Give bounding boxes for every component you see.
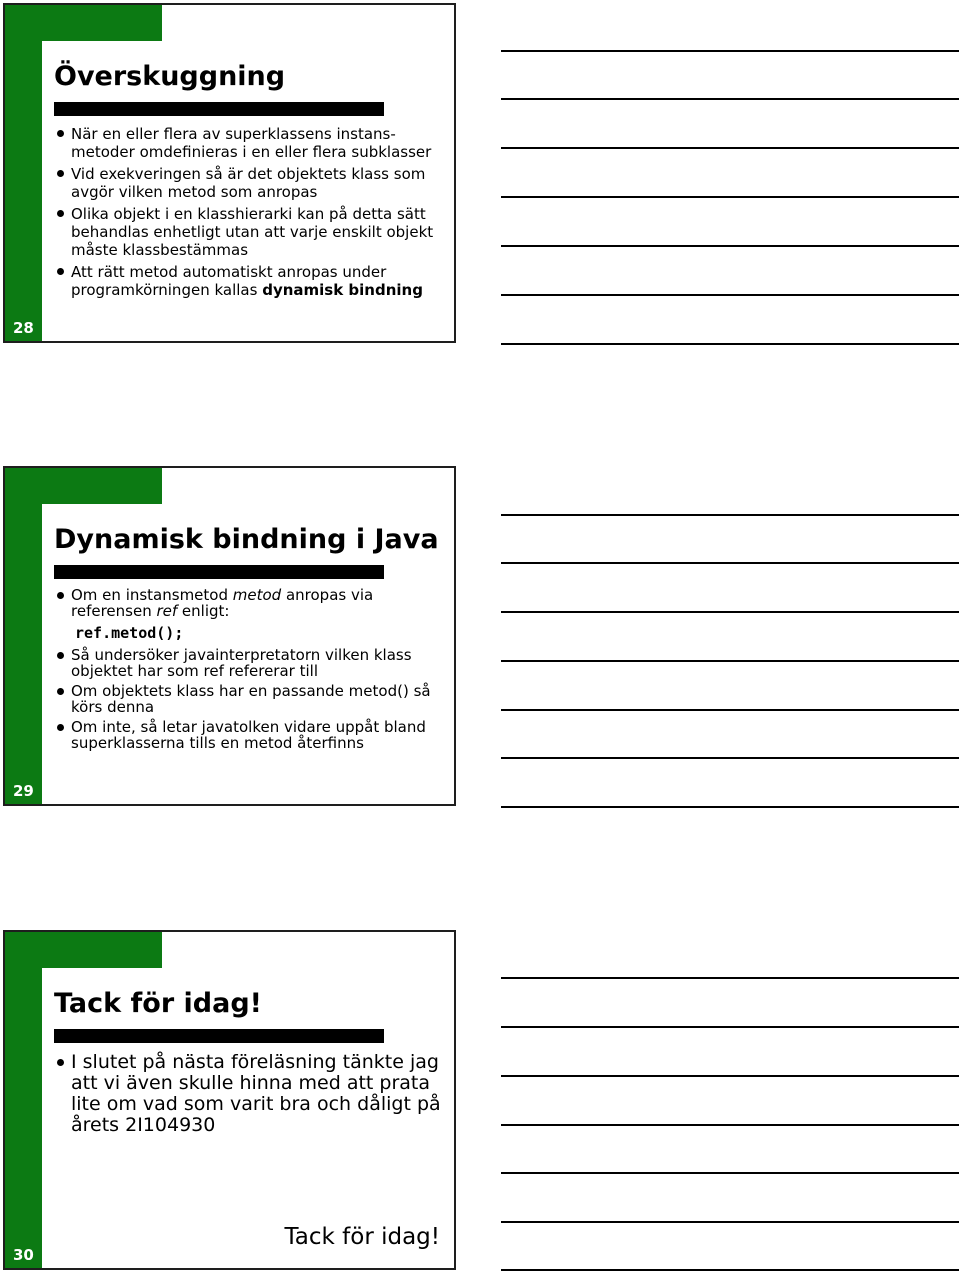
note-line (501, 514, 959, 516)
note-line (501, 611, 959, 613)
note-line (501, 1026, 959, 1028)
list-item: När en eller flera av superklassens instans- metoder omdefinieras i en eller flera subklasser (71, 125, 451, 161)
slide-28 (3, 3, 456, 343)
list-item: Om en instansmetod metod anropas via referensen ref enligt: (71, 587, 451, 619)
slide-number: 28 (13, 319, 34, 337)
list-item: Så undersöker javainterpretatorn vilken klass objektet har som ref refererar till (71, 647, 451, 679)
bullet-list (5, 468, 454, 804)
list-item: I slutet på nästa föreläsning tänkte jag att vi även skulle hinna med att prata lite om vad som varit bra och dåligt på årets 2I104930 (71, 1051, 441, 1136)
note-line (501, 196, 959, 198)
bullet-list (5, 5, 454, 341)
note-line (501, 562, 959, 564)
note-line (501, 50, 959, 52)
list-item: Om objektets klass har en passande metod() så körs denna (71, 683, 451, 715)
code-snippet: ref.metod(); (75, 624, 184, 642)
note-line (501, 98, 959, 100)
note-line (501, 1124, 959, 1126)
note-line (501, 709, 959, 711)
note-line (501, 343, 959, 345)
slide-footer-text: Tack för idag! (284, 1224, 440, 1250)
note-line (501, 147, 959, 149)
slide-title: Tack för idag! (54, 988, 262, 1019)
note-line (501, 757, 959, 759)
note-line (501, 806, 959, 808)
note-line (501, 1075, 959, 1077)
list-item: Att rätt metod automatiskt anropas under programkörningen kallas dynamisk bindning (71, 263, 451, 299)
slide-title: Dynamisk bindning i Java (54, 524, 439, 555)
slide-number: 30 (13, 1246, 34, 1264)
note-line (501, 1269, 959, 1271)
bold-term: dynamisk bindning (262, 281, 423, 299)
slide-29 (3, 466, 456, 806)
slide-number: 29 (13, 782, 34, 800)
slide-30 (3, 930, 456, 1270)
note-line (501, 660, 959, 662)
slide-title: Överskuggning (54, 61, 286, 92)
note-line (501, 1172, 959, 1174)
list-item: Vid exekveringen så är det objektets klass som avgör vilken metod som anropas (71, 165, 451, 201)
list-item: Om inte, så letar javatolken vidare uppåt bland superklasserna tills en metod återfinns (71, 719, 451, 751)
note-line (501, 977, 959, 979)
note-line (501, 1221, 959, 1223)
note-line (501, 245, 959, 247)
bullet-list (5, 932, 454, 1268)
list-item: Olika objekt i en klasshierarki kan på detta sätt behandlas enhetligt utan att varje enskilt objekt måste klassbestämmas (71, 205, 451, 259)
note-line (501, 294, 959, 296)
